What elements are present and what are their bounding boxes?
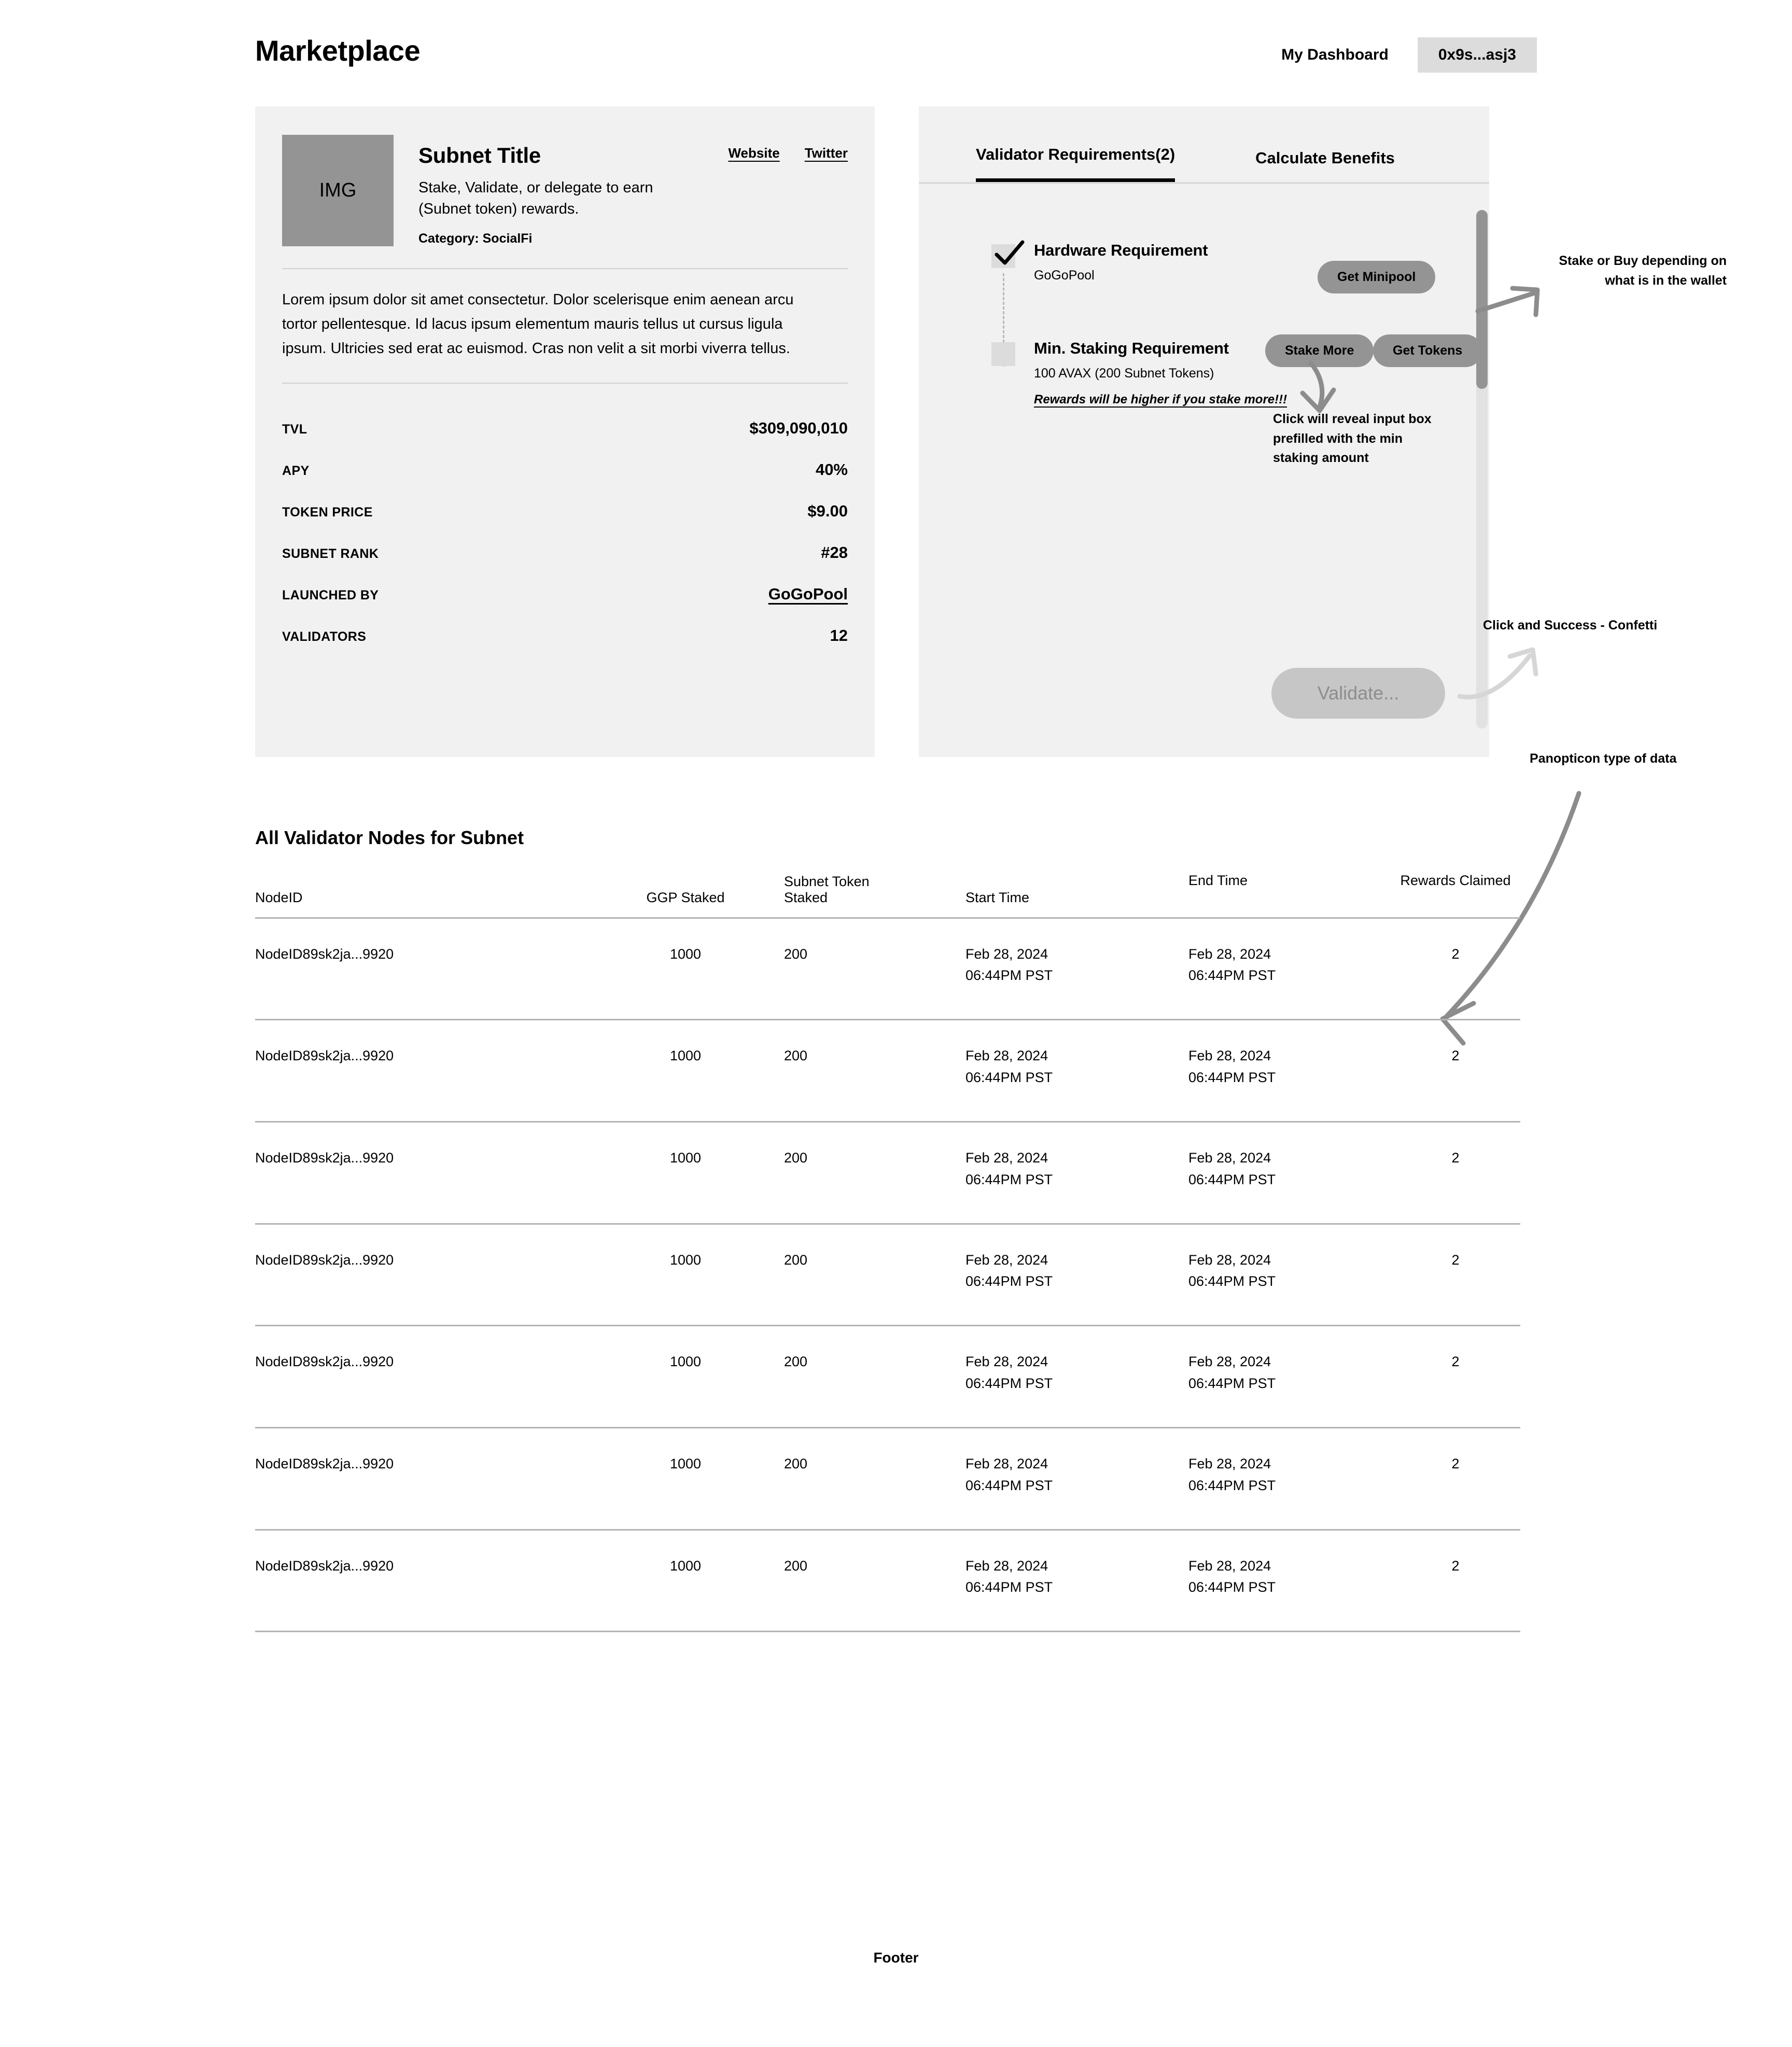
end-date: Feb 28, 2024 [1188, 946, 1271, 962]
cell-ggp-staked: 1000 [587, 1326, 784, 1428]
column-header-start-time[interactable] [965, 856, 1188, 918]
stat-label: LAUNCHED BY [282, 588, 379, 603]
stat-row-token-price [282, 488, 848, 530]
start-date: Feb 28, 2024 [965, 1558, 1048, 1574]
start-time: 06:44PM PST [965, 1273, 1053, 1289]
tab-validator-requirements[interactable]: Validator Requirements(2) [976, 145, 1175, 182]
end-date: Feb 28, 2024 [1188, 1455, 1271, 1471]
cell-ggp-staked: 1000 [587, 918, 784, 1020]
start-date: Feb 28, 2024 [965, 1252, 1048, 1268]
stat-value: 12 [830, 626, 848, 645]
cell-rewards-claimed: 2 [1391, 1020, 1520, 1122]
cell-nodeid: NodeID89sk2ja...9920 [255, 918, 587, 1020]
column-header-ggp-staked[interactable] [587, 856, 784, 918]
end-date: Feb 28, 2024 [1188, 1048, 1271, 1064]
tab-calculate-benefits[interactable]: Calculate Benefits [1255, 149, 1395, 167]
table-row[interactable] [255, 1326, 1520, 1428]
cell-rewards-claimed: 2 [1391, 918, 1520, 1020]
cell-end-time [1188, 1020, 1391, 1122]
subnet-external-links [728, 145, 848, 161]
cell-end-time [1188, 1121, 1391, 1224]
stat-value: $309,090,010 [749, 419, 848, 438]
stat-value: 40% [815, 460, 848, 479]
cell-subnet-token-staked: 200 [784, 1121, 965, 1224]
start-date: Feb 28, 2024 [965, 1354, 1048, 1370]
cell-nodeid: NodeID89sk2ja...9920 [255, 1224, 587, 1326]
cell-subnet-token-staked: 200 [784, 1427, 965, 1530]
end-time: 06:44PM PST [1188, 1070, 1276, 1086]
requirement-note: Rewards will be higher if you stake more!!! [1034, 392, 1287, 406]
column-label: End Time [1188, 872, 1248, 888]
cell-end-time [1188, 1530, 1391, 1632]
validators-table-title: All Validator Nodes for Subnet [255, 827, 524, 848]
cell-ggp-staked: 1000 [587, 1427, 784, 1530]
start-date: Feb 28, 2024 [965, 946, 1048, 962]
table-header-row [255, 856, 1520, 918]
start-time: 06:44PM PST [965, 1376, 1053, 1392]
end-date: Feb 28, 2024 [1188, 1252, 1271, 1268]
stat-label: SUBNET RANK [282, 546, 379, 562]
cell-nodeid: NodeID89sk2ja...9920 [255, 1530, 587, 1632]
stat-row-apy [282, 447, 848, 488]
column-label-line2: Staked [784, 889, 828, 905]
stat-row-tvl [282, 405, 848, 447]
cell-subnet-token-staked: 200 [784, 1326, 965, 1428]
end-date: Feb 28, 2024 [1188, 1354, 1271, 1370]
page-title: Marketplace [255, 34, 421, 67]
stat-label: TOKEN PRICE [282, 505, 373, 520]
requirements-tabs [919, 106, 1489, 184]
cell-subnet-token-staked: 200 [784, 1224, 965, 1326]
table-row[interactable] [255, 1427, 1520, 1530]
cell-end-time [1188, 1326, 1391, 1428]
checkbox-checked[interactable] [991, 244, 1015, 268]
wallet-address-chip[interactable]: 0x9s...asj3 [1418, 37, 1537, 73]
cell-ggp-staked: 1000 [587, 1224, 784, 1326]
cell-rewards-claimed: 2 [1391, 1427, 1520, 1530]
stat-row-launched-by [282, 571, 848, 613]
page-footer: Footer [873, 1950, 919, 1966]
column-header-rewards-claimed[interactable] [1391, 856, 1520, 918]
launched-by-link[interactable]: GoGoPool [768, 585, 848, 604]
end-time: 06:44PM PST [1188, 1171, 1276, 1187]
end-time: 06:44PM PST [1188, 1579, 1276, 1595]
start-time: 06:44PM PST [965, 968, 1053, 984]
subnet-image-placeholder: IMG [282, 135, 394, 246]
table-row[interactable] [255, 1530, 1520, 1632]
start-time: 06:44PM PST [965, 1579, 1053, 1595]
requirement-title: Min. Staking Requirement [1034, 339, 1229, 357]
requirement-description: GoGoPool [1034, 268, 1095, 283]
table-row[interactable] [255, 918, 1520, 1020]
column-label: Subnet Token [784, 873, 870, 889]
column-header-end-time[interactable] [1188, 856, 1391, 918]
stat-value: #28 [821, 543, 848, 562]
requirements-scrollbar-track[interactable] [1476, 210, 1488, 728]
cell-end-time [1188, 1427, 1391, 1530]
get-minipool-button[interactable]: Get Minipool [1318, 261, 1435, 293]
subnet-subtitle: Stake, Validate, or delegate to earn (Subnet token) rewards. [418, 179, 653, 218]
cell-nodeid: NodeID89sk2ja...9920 [255, 1121, 587, 1224]
end-time: 06:44PM PST [1188, 1376, 1276, 1392]
cell-start-time [965, 1427, 1188, 1530]
cell-ggp-staked: 1000 [587, 1121, 784, 1224]
subnet-description: Lorem ipsum dolor sit amet consectetur. Dolor scelerisque enim aenean arcu tortor pellentesque. Id lacus ipsum elementum mauris tellus ut cursus ligula ipsum. Ultricies sed erat ac euismod. Cras non velit a sit morbi viverra tellus. [282, 291, 794, 357]
cell-start-time [965, 1224, 1188, 1326]
stat-label: APY [282, 464, 310, 479]
start-date: Feb 28, 2024 [965, 1048, 1048, 1064]
column-header-nodeid[interactable] [255, 856, 587, 918]
divider-bottom [282, 383, 848, 384]
cell-start-time [965, 1326, 1188, 1428]
end-time: 06:44PM PST [1188, 968, 1276, 984]
column-header-subnet-token-staked[interactable] [784, 856, 965, 918]
stat-value: $9.00 [807, 502, 848, 521]
get-tokens-button[interactable]: Get Tokens [1373, 334, 1482, 367]
table-row[interactable] [255, 1121, 1520, 1224]
validators-table [255, 856, 1520, 1632]
stat-label: TVL [282, 422, 307, 437]
stake-more-button[interactable]: Stake More [1265, 334, 1374, 367]
column-label: Start Time [965, 889, 1030, 905]
subnet-stats-list [282, 405, 848, 654]
subnet-title: Subnet Title [418, 143, 541, 167]
start-date: Feb 28, 2024 [965, 1455, 1048, 1471]
end-time: 06:44PM PST [1188, 1477, 1276, 1493]
cell-rewards-claimed: 2 [1391, 1326, 1520, 1428]
end-date: Feb 28, 2024 [1188, 1149, 1271, 1166]
cell-rewards-claimed: 2 [1391, 1530, 1520, 1632]
cell-nodeid: NodeID89sk2ja...9920 [255, 1427, 587, 1530]
annotation-confetti: Click and Success - Confetti [1483, 618, 1658, 633]
column-label: NodeID [255, 889, 303, 905]
twitter-link[interactable]: Twitter [804, 145, 848, 161]
cell-start-time [965, 1530, 1188, 1632]
annotation-stake-or-buy: Stake or Buy depending on what is in the wallet [1559, 254, 1727, 288]
cell-end-time [1188, 918, 1391, 1020]
checkbox-unchecked[interactable] [991, 342, 1015, 366]
subnet-category: Category: SocialFi [418, 231, 533, 246]
table-body [255, 918, 1520, 1632]
cell-start-time [965, 1020, 1188, 1122]
page-header [0, 0, 1792, 88]
start-date: Feb 28, 2024 [965, 1149, 1048, 1166]
table-row[interactable] [255, 1020, 1520, 1122]
requirements-scrollbar-thumb[interactable] [1476, 210, 1488, 389]
start-time: 06:44PM PST [965, 1477, 1053, 1493]
column-label: GGP Staked [646, 889, 725, 905]
cell-subnet-token-staked: 200 [784, 918, 965, 1020]
cell-subnet-token-staked: 200 [784, 1020, 965, 1122]
cell-ggp-staked: 1000 [587, 1020, 784, 1122]
start-time: 06:44PM PST [965, 1070, 1053, 1086]
my-dashboard-link[interactable]: My Dashboard [1281, 46, 1389, 63]
website-link[interactable]: Website [728, 145, 780, 161]
cell-nodeid: NodeID89sk2ja...9920 [255, 1020, 587, 1122]
header-actions [1281, 37, 1537, 73]
annotation-panopticon: Panopticon type of data [1530, 751, 1677, 766]
cell-start-time [965, 918, 1188, 1020]
cell-end-time [1188, 1224, 1391, 1326]
cell-nodeid: NodeID89sk2ja...9920 [255, 1326, 587, 1428]
cell-subnet-token-staked: 200 [784, 1530, 965, 1632]
subnet-detail-card [255, 106, 875, 757]
cell-rewards-claimed: 2 [1391, 1224, 1520, 1326]
cell-rewards-claimed: 2 [1391, 1121, 1520, 1224]
annotation-stake-more-hint: Click will reveal input box prefilled with the min staking amount [1273, 412, 1432, 465]
divider-top [282, 268, 848, 269]
validate-button[interactable]: Validate... [1271, 668, 1445, 719]
start-time: 06:44PM PST [965, 1171, 1053, 1187]
check-icon [992, 237, 1029, 273]
stat-row-validators [282, 613, 848, 654]
requirement-description: 100 AVAX (200 Subnet Tokens) [1034, 366, 1214, 381]
cell-ggp-staked: 1000 [587, 1530, 784, 1632]
stat-label: VALIDATORS [282, 629, 367, 644]
end-time: 06:44PM PST [1188, 1273, 1276, 1289]
column-label: Rewards Claimed [1400, 872, 1511, 888]
table-row[interactable] [255, 1224, 1520, 1326]
requirement-title: Hardware Requirement [1034, 241, 1208, 259]
stat-row-subnet-rank [282, 530, 848, 571]
end-date: Feb 28, 2024 [1188, 1558, 1271, 1574]
cell-start-time [965, 1121, 1188, 1224]
